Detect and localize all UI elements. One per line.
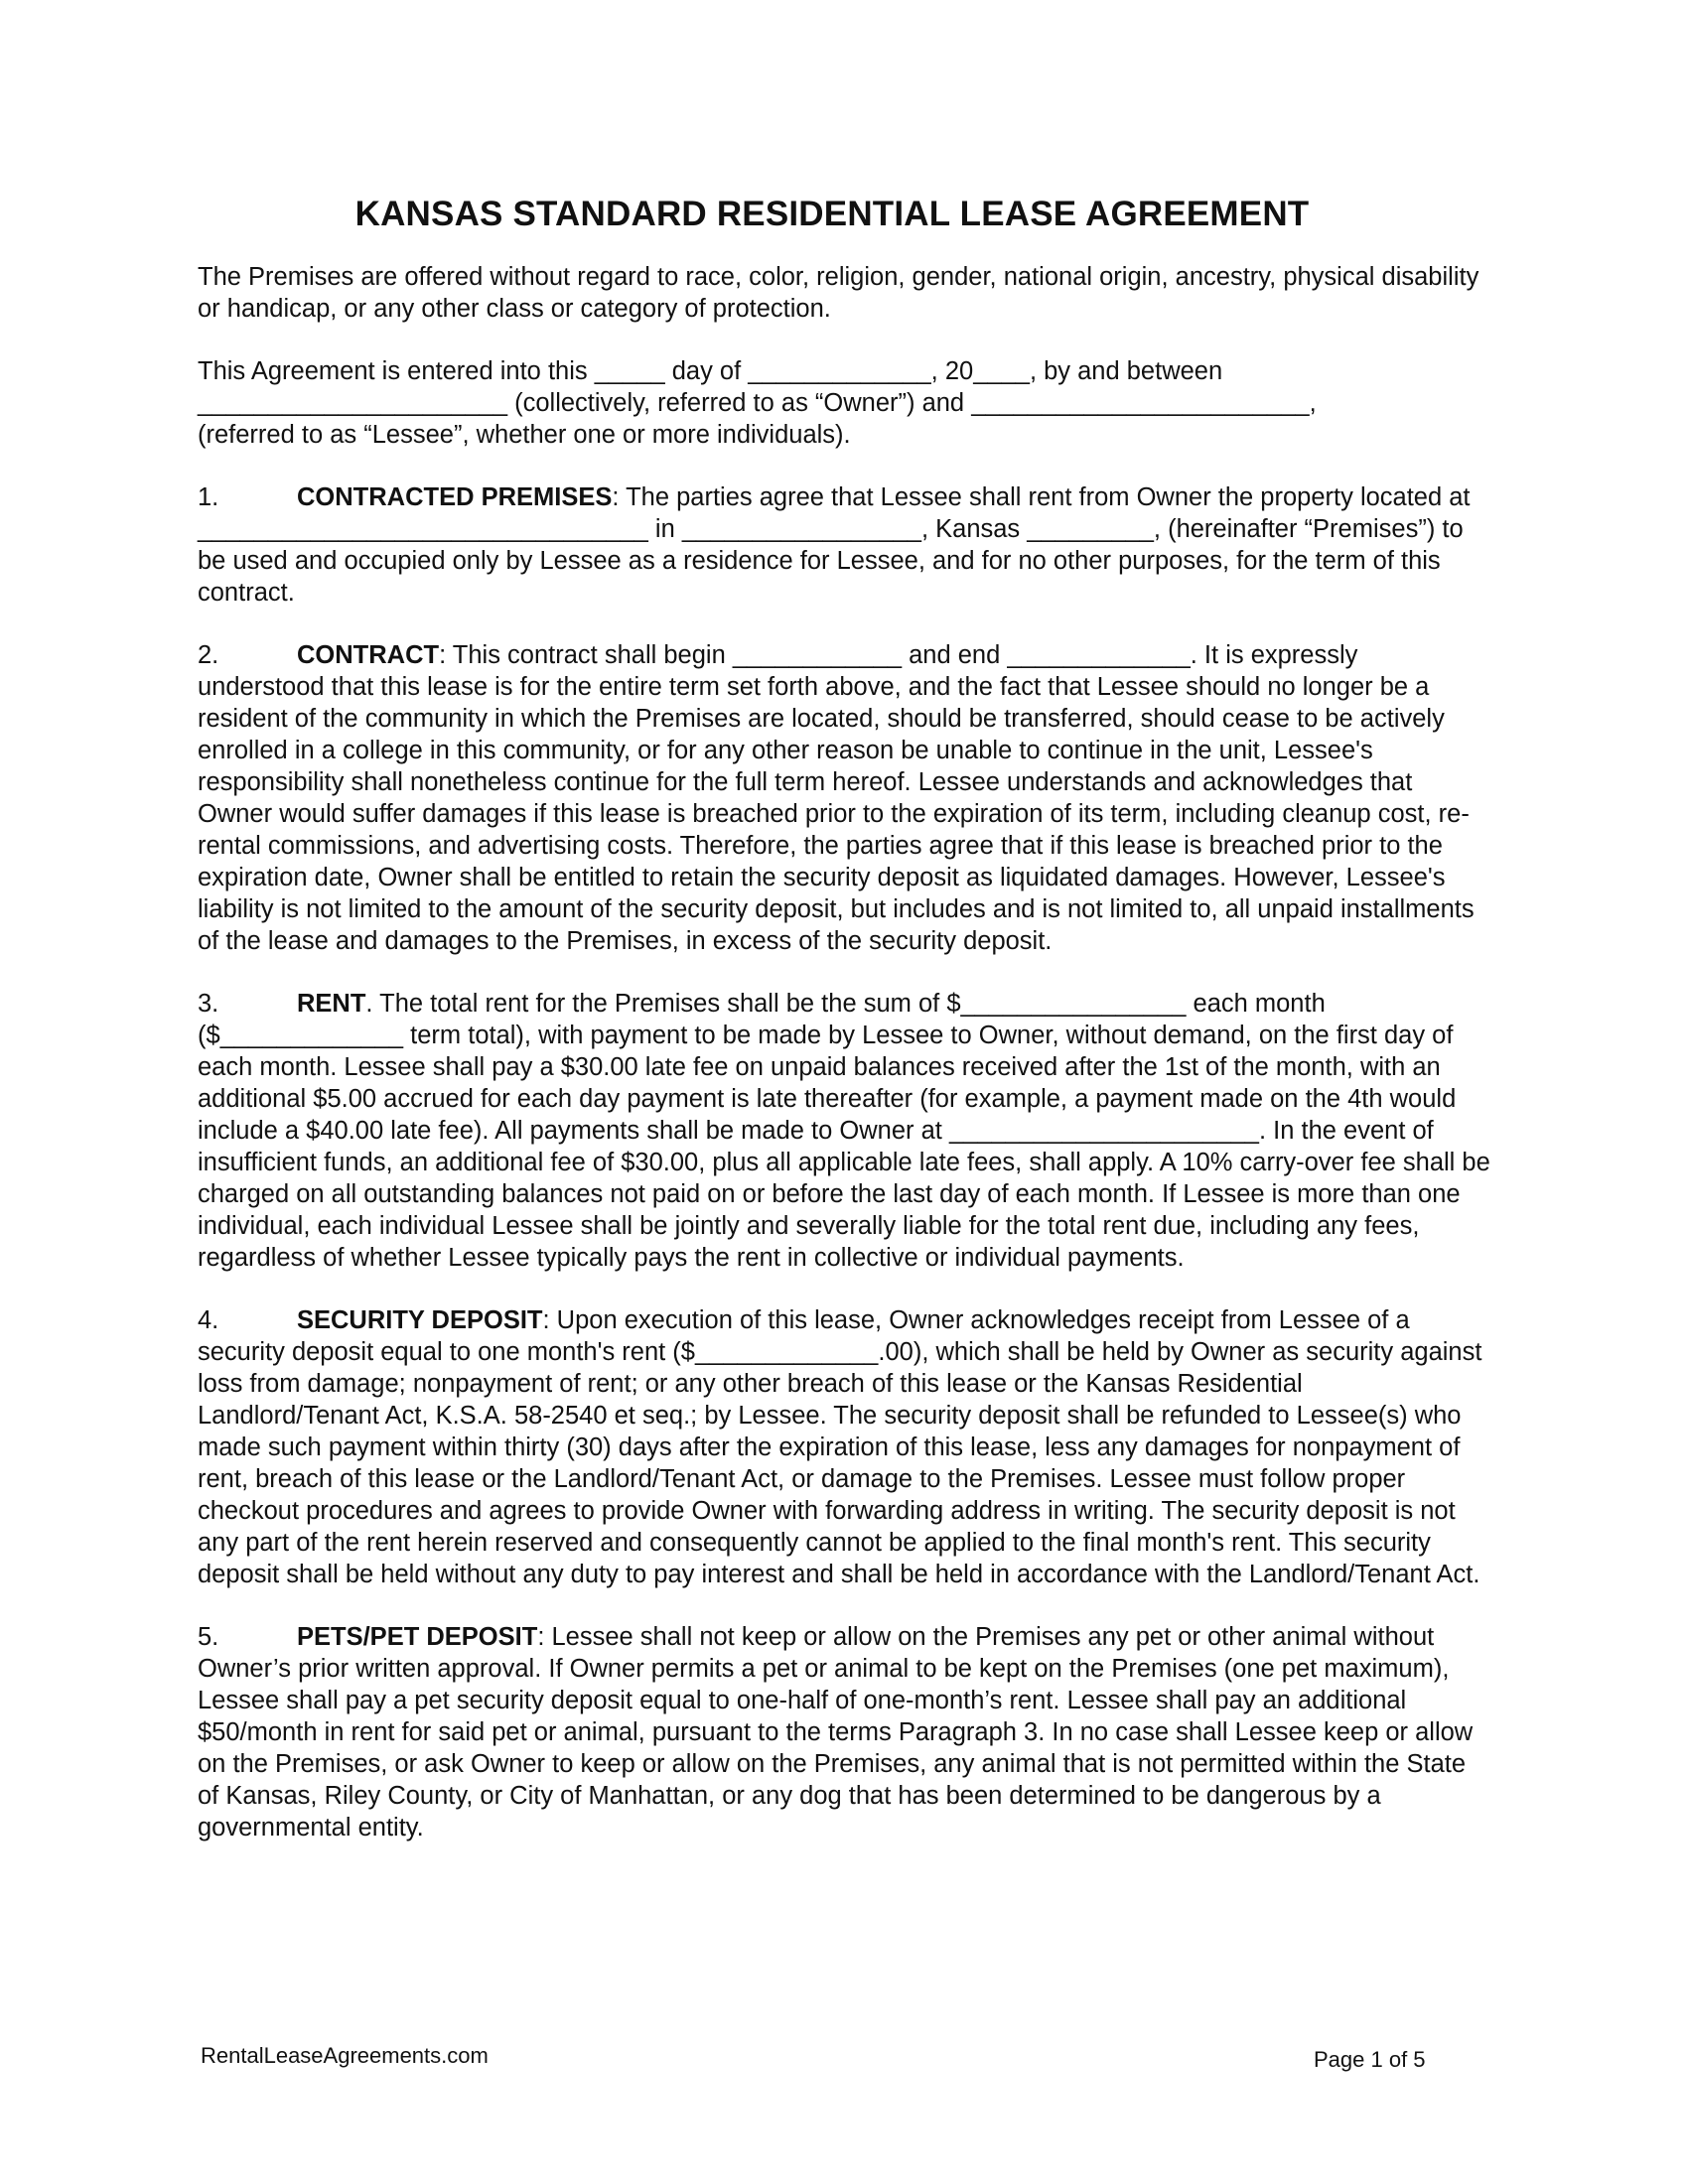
section-number: 3. (198, 990, 219, 1018)
section-number: 1. (198, 483, 219, 511)
section-text: , (hereinafter “Premises”) to be used and occupied only by Lessee as a residence for Lessee, and for no other purposes, for the term of this contract. (198, 515, 1464, 607)
lessee-blank: ________________________ (971, 389, 1310, 417)
section-heading: CONTRACT (297, 641, 440, 669)
section-text: in (647, 515, 682, 543)
parties-text: day of (664, 357, 749, 385)
section-text: .00), which shall be held by Owner as security against loss from damage; nonpayment of rent; or any other breach of this lease or the Kansas Residential Landlord/Tenant Act, K.S.A. 58-2540 et seq.; by Lessee. The security deposit shall be refunded to Lessee(s) who made such payment within thirty (30) days after the expiration of this lease, less any damages for nonpayment of rent, breach of this lease or the Landlord/Tenant Act, or damage to the Premises. Lessee must follow proper checkout procedures and agrees to provide Owner with forwarding address in writing. The security deposit is not any part of the rent herein reserved and consequently cannot be applied to the final month's rent. This security deposit shall be held without any duty to pay interest and shall be held in accordance with the Landlord/Tenant Act. (198, 1338, 1482, 1588)
payee-blank: ______________________ (948, 1117, 1259, 1145)
parties-text: , (1309, 389, 1317, 417)
end-date-blank: _____________ (1007, 641, 1191, 669)
monthly-rent-blank: ________________ (960, 990, 1187, 1018)
section-text: . It is expressly understood that this lease is for the entire term set forth above, and the fact that Lessee should no longer be a resident of the community in which the Premises are located, should be transferred, should cease to be actively enrolled in a college in this community, or for any other reason be unable to continue in the unit, Lessee's responsibility shall nonetheless continue for the full term hereof. Lessee understands and acknowledges that Owner would suffer damages if this lease is breached prior to the expiration of its term, including cleanup cost, re-rental commissions, and advertising costs. Therefore, the parties agree that if this lease is breached prior to the expiration date, Owner shall be entitled to retain the security deposit as liquidated damages. However, Lessee's liability is not limited to the amount of the security deposit, but includes and is not limited to, all unpaid installments of the lease and damages to the Premises, in excess of the security deposit. (198, 641, 1475, 955)
section-number: 4. (198, 1306, 219, 1334)
intro-paragraph: The Premises are offered without regard to race, color, religion, gender, national origin, ancestry, physical disability or handicap, or any other class or category of protection. (198, 263, 1479, 323)
day-blank: _____ (594, 357, 665, 385)
section-text: and end (902, 641, 1008, 669)
address-blank: ________________________________ (198, 515, 648, 543)
parties-text: , 20 (930, 357, 974, 385)
parties-text: (collectively, referred to as “Owner”) and (507, 389, 972, 417)
section-text: each month ($ (198, 990, 1326, 1049)
document-page (198, 195, 1490, 1874)
section-contract (198, 639, 1490, 957)
parties-text: , by and between (1029, 357, 1223, 385)
section-number: 5. (198, 1623, 219, 1651)
section-security-deposit (198, 1304, 1490, 1590)
year-blank: ____ (973, 357, 1030, 385)
section-heading: PETS/PET DEPOSIT (297, 1623, 538, 1651)
section-text: . In the event of insufficient funds, an additional fee of $30.00, plus all applicable late fees, shall apply. A 10% carry-over fee shall be charged on all outstanding balances not paid on or before the last day of each month. If Lessee is more than one individual, each individual Lessee shall be jointly and severally liable for the total rent due, including any fees, regardless of whether Lessee typically pays the rent in collective or individual payments. (198, 1117, 1490, 1272)
total-rent-blank: _____________ (219, 1022, 404, 1049)
section-text: term total), with payment to be made by Lessee to Owner, without demand, on the first day of each month. Lessee shall pay a $30.00 late fee on unpaid balances received after the 1st of the month, with an additional $5.00 accrued for each day payment is late thereafter (for example, a payment made on the 4th would include a $40.00 late fee). All payments shall be made to Owner at (198, 1022, 1457, 1145)
section-rent (198, 988, 1490, 1274)
section-text: : Lessee shall not keep or allow on the Premises any pet or other animal without Owner’s prior written approval. If Owner permits a pet or animal to be kept on the Premises (one pet maximum), Lessee shall pay a pet security deposit equal to one-half of one-month’s rent. Lessee shall pay an additional $50/month in rent for said pet or animal, pursuant to the terms Paragraph 3. In no case shall Lessee keep or allow on the Premises, or ask Owner to keep or allow on the Premises, any animal that is not permitted within the State of Kansas, Riley County, or City of Manhattan, or any dog that has been determined to be dangerous by a governmental entity. (198, 1623, 1474, 1842)
section-pets (198, 1621, 1490, 1843)
parties-text: This Agreement is entered into this (198, 357, 595, 385)
begin-date-blank: ____________ (732, 641, 903, 669)
city-blank: _________________ (681, 515, 921, 543)
section-text: : The parties agree that Lessee shall rent from Owner the property located at (612, 483, 1471, 511)
parties-text: (referred to as “Lessee”, whether one or more individuals). (198, 421, 851, 449)
section-heading: SECURITY DEPOSIT (297, 1306, 543, 1334)
section-text: . The total rent for the Premises shall be the sum of $ (365, 990, 961, 1018)
section-heading: RENT (297, 990, 366, 1018)
month-blank: _____________ (748, 357, 931, 385)
footer-source: RentalLeaseAgreements.com (201, 2043, 489, 2068)
section-text: , Kansas (920, 515, 1028, 543)
page-number: Page 1 of 5 (1314, 2047, 1426, 2072)
zip-blank: _________ (1027, 515, 1154, 543)
section-contracted-premises (198, 481, 1490, 609)
section-number: 2. (198, 641, 219, 669)
section-text: : This contract shall begin (439, 641, 733, 669)
parties-paragraph (198, 355, 1490, 451)
section-text: : Upon execution of this lease, Owner acknowledges receipt from Lessee of a security deposit equal to one month's rent ($ (198, 1306, 1410, 1366)
deposit-blank: _____________ (695, 1338, 879, 1366)
owner-blank: ______________________ (198, 389, 508, 417)
document-title: KANSAS STANDARD RESIDENTIAL LEASE AGREEMENT (354, 195, 1310, 233)
section-heading: CONTRACTED PREMISES (297, 483, 613, 511)
